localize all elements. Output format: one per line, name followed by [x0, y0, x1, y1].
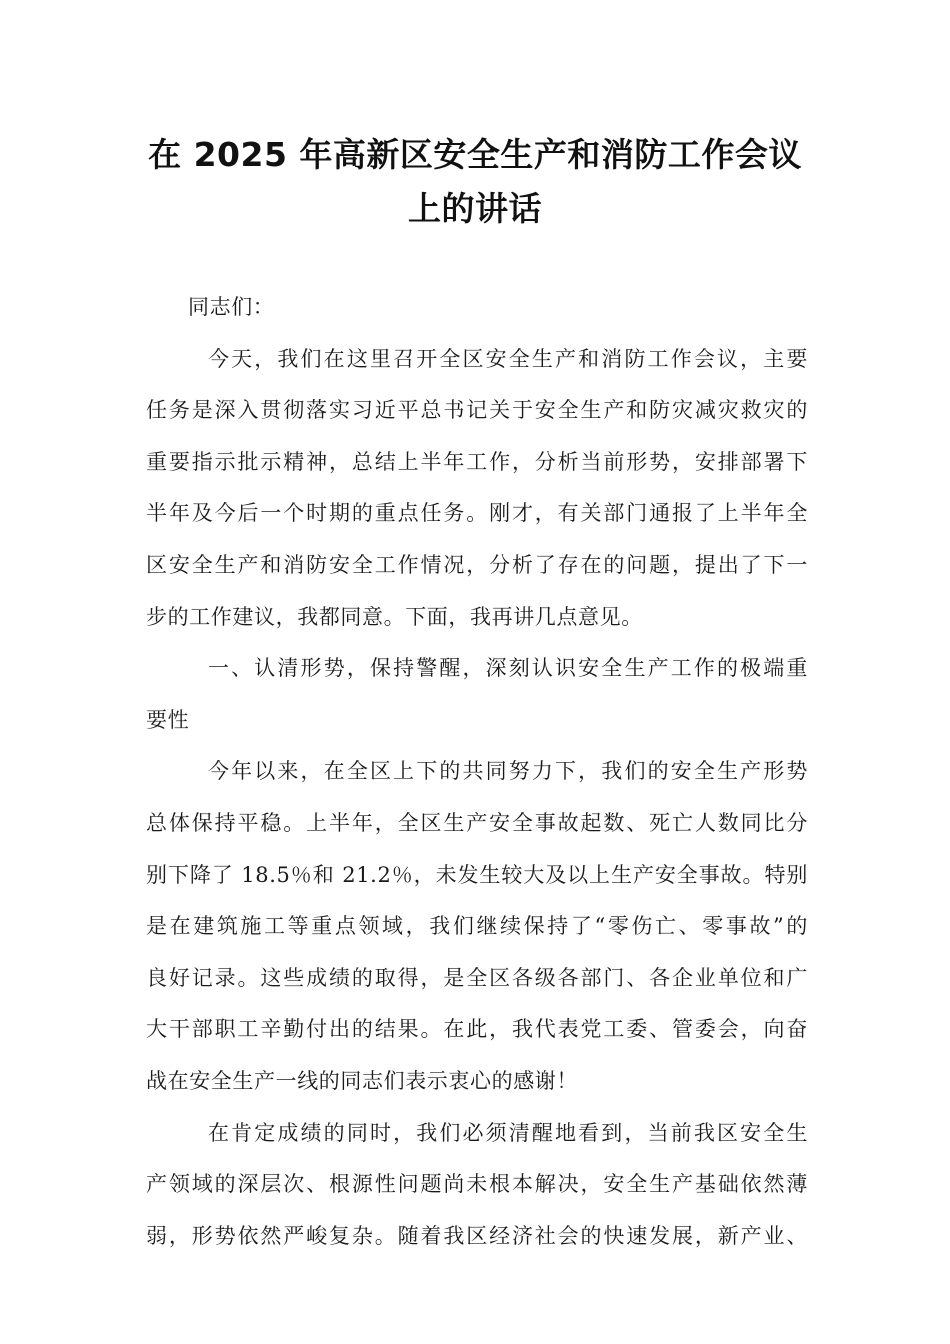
salutation	[146, 282, 808, 334]
paragraph-line: 半年及今后一个时期的重点任务。刚才，有关部门通报了上半年全	[146, 501, 808, 526]
paragraph-challenges	[146, 1108, 808, 1263]
salutation-text: 同志们：	[188, 295, 275, 319]
paragraph-achievements	[146, 746, 808, 1107]
paragraph-intro	[146, 334, 808, 644]
paragraph-line: 任务是深入贯彻落实习近平总书记关于安全生产和防灾减灾救灾的	[146, 398, 808, 423]
document-title	[130, 128, 820, 236]
paragraph-line: 今年以来，在全区上下的共同努力下，我们的安全生产形势	[208, 759, 808, 784]
paragraph-line: 良好记录。这些成绩的取得，是全区各级各部门、各企业单位和广	[146, 965, 808, 990]
title-line-2: 上的讲话	[408, 189, 542, 228]
paragraph-line: 区安全生产和消防安全工作情况，分析了存在的问题，提出了下一	[146, 552, 808, 577]
heading-line: 一、认清形势，保持警醒，深刻认识安全生产工作的极端重	[208, 656, 808, 681]
document-body	[146, 282, 808, 1262]
paragraph-line: 产领域的深层次、根源性问题尚未根本解决，安全生产基础依然薄	[146, 1172, 808, 1197]
section-heading-1	[146, 643, 808, 746]
paragraph-line: 是在建筑施工等重点领域，我们继续保持了“零伤亡、零事故”的	[146, 914, 808, 939]
paragraph-line: 总体保持平稳。上半年，全区生产安全事故起数、死亡人数同比分	[146, 810, 808, 835]
paragraph-line: 重要指示批示精神，总结上半年工作，分析当前形势，安排部署下	[146, 449, 808, 474]
paragraph-line: 别下降了 18.5％和 21.2％，未发生较大及以上生产安全事故。特别	[146, 862, 808, 887]
title-line-1: 在 2025 年高新区安全生产和消防工作会议	[148, 135, 802, 174]
paragraph-line: 在肯定成绩的同时，我们必须清醒地看到，当前我区安全生	[208, 1120, 808, 1145]
paragraph-line: 战在安全生产一线的同志们表示衷心的感谢！	[146, 1068, 578, 1093]
paragraph-line: 今天，我们在这里召开全区安全生产和消防工作会议，主要	[208, 346, 808, 371]
paragraph-line: 大干部职工辛勤付出的结果。在此，我代表党工委、管委会，向奋	[146, 1017, 808, 1042]
paragraph-line: 弱，形势依然严峻复杂。随着我区经济社会的快速发展，新产业、	[146, 1223, 808, 1248]
heading-line: 要性	[146, 707, 190, 732]
paragraph-line: 步的工作建议，我都同意。下面，我再讲几点意见。	[146, 604, 643, 629]
